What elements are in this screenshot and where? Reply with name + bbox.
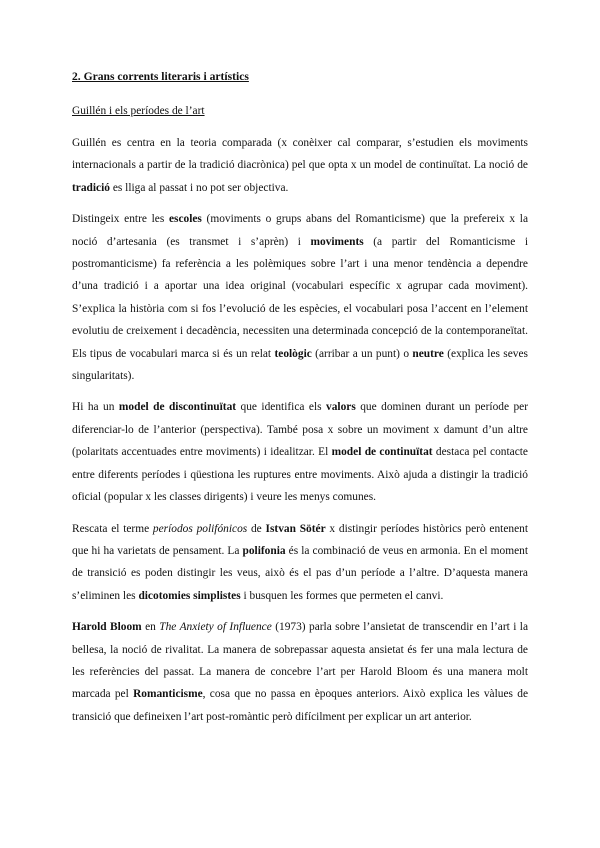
paragraph-4 xyxy=(72,518,528,608)
text-run: Rescata el terme xyxy=(72,522,153,535)
text-run: de xyxy=(247,522,266,535)
text-run: (moviments o grups abans del Romanticisme) que la prefereix x la noció d’artesania (es transmet i s’aprèn) i xyxy=(72,213,528,248)
bold-term: valors xyxy=(326,401,356,414)
text-run: (a partir del Romanticisme i postromanticisme) fa referència a les polèmiques sobre l’art i una menor tendència a dependre d’una tradició i a aportar una idea original (vocabulari específic x agrupar cada moviment). S’explica la història com si fos l’evolució de les espècies, el vocabulari posa l’accent en l’element evolutiu de creixement i decadència, necessiten una determinada concepció de la contemporaneïtat. Els tipus de vocabulari marca si és un relat xyxy=(72,235,528,360)
text-run: que identifica els xyxy=(236,401,327,414)
section-subheading: Guillén i els períodes de l’art xyxy=(72,105,205,117)
text-run: (arribar a un punt) o xyxy=(311,347,413,360)
paragraph-2 xyxy=(72,208,528,387)
bold-term: Harold Bloom xyxy=(72,621,142,634)
bold-term: Romanticisme xyxy=(133,688,203,701)
text-run: en xyxy=(141,621,160,634)
bold-term: Istvan Sötér xyxy=(265,522,326,535)
bold-term: escoles xyxy=(168,213,202,226)
bold-term: moviments xyxy=(310,235,364,248)
text-run: Guillén es centra en la teoria comparada (x conèixer cal comparar, s’estudien els moviments internacionals a partir de la tradició diacrònica) pel que opta x un model de continuïtat. La noció de xyxy=(72,137,528,172)
bold-term: teològic xyxy=(274,347,312,360)
bold-term: tradició xyxy=(72,181,110,194)
italic-title: The Anxiety of Influence xyxy=(159,621,272,634)
text-run: és la combinació de veus en armonia. En el moment de transició es poden distingir les veus, això és el pas d’un període a l’altre. D’aquesta manera s’eliminen les xyxy=(72,544,528,602)
paragraph-3 xyxy=(72,396,528,508)
text-run: (explica les seves singularitats). xyxy=(72,347,528,383)
text-run: es lliga al passat i no pot ser objectiva. xyxy=(109,181,289,194)
text-run: destaca pel contacte entre diferents períodes i qüestiona les ruptures entre moviments. Això ajuda a distingir la tradició oficial (popular x les classes dirigents) i veure les menys comunes. xyxy=(72,446,528,504)
text-run: (1973) parla sobre l’ansietat de transcendir en l’art i la bellesa, la noció de rivalitat. La manera de sobrepassar aquesta ansietat és fer una mala lectura de les referències del passat. La manera de concebre l’art per Harold Bloom és una manera molt marcada pel xyxy=(72,621,528,701)
bold-term: model de discontinuïtat xyxy=(118,401,237,414)
bold-term: dicotomies simplistes xyxy=(138,589,241,602)
text-run: i busquen les formes que permeten el canvi. xyxy=(240,589,444,602)
text-run: , cosa que no passa en èpoques anteriors. Això explica les vàlues de transició que defineixen l’art post-romàntic però difícilment per explicar un art anterior. xyxy=(72,688,528,723)
bold-term: neutre xyxy=(412,347,444,360)
text-run: x distingir períodes històrics però entenent que hi ha varietats de pensament. La xyxy=(72,522,529,557)
text-run: Hi ha un xyxy=(72,401,119,414)
text-run: Distingeix entre les xyxy=(72,213,169,226)
italic-title: períodos polifónicos xyxy=(152,522,248,535)
paragraph-1 xyxy=(72,132,528,199)
section-heading: 2. Grans corrents literaris i artístics xyxy=(72,70,249,83)
text-run: que dominen durant un període per diferenciar-lo de l’anterior (perspectiva). També posa x sobre un moviment x damunt d’un altre (polaritats accentuades entre moviments) i idealitzar. El xyxy=(72,401,529,459)
paragraph-5 xyxy=(72,616,528,728)
bold-term: polifonia xyxy=(242,544,286,557)
document-page xyxy=(72,66,528,728)
bold-term: model de continuïtat xyxy=(331,446,433,459)
